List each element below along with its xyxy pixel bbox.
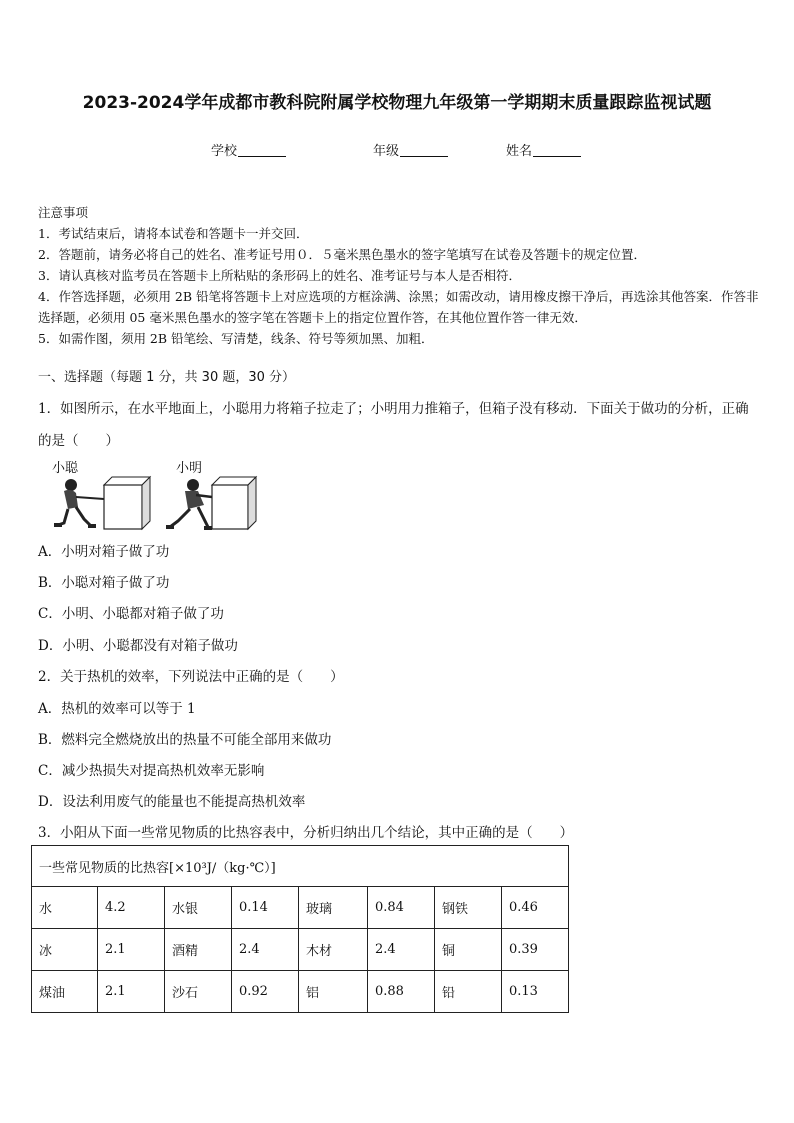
table-cell: 0.39 [502, 929, 569, 971]
note-item: 2．答题前，请务必将自己的姓名、准考证号用０．５毫米黑色墨水的签字笔填写在试卷及答题卡的规定位置． [38, 247, 646, 262]
question-3-stem: 3．小阳从下面一些常见物质的比热容表中，分析归纳出几个结论，其中正确的是（ ） [38, 825, 574, 841]
table-row [32, 887, 569, 929]
q2-option-c: C．减少热损失对提高热机效率无影响 [38, 763, 265, 779]
school-blank [238, 144, 286, 157]
table-cell: 0.92 [232, 971, 299, 1013]
table-cell: 钢铁 [435, 887, 502, 929]
table-cell: 铜 [435, 929, 502, 971]
table-cell: 2.1 [98, 929, 165, 971]
table-cell: 2.4 [232, 929, 299, 971]
table-cell: 水银 [165, 887, 232, 929]
question-1-stem: 1．如图所示，在水平地面上，小聪用力将箱子拉走了；小明用力推箱子，但箱子没有移动．下面关于做功的分析，正确的是（ ） [38, 401, 749, 449]
figure-label-xiaocong: 小聪 [52, 461, 79, 476]
grade-field [373, 140, 448, 159]
notes-heading: 注意事项 [38, 205, 89, 220]
table-row [32, 971, 569, 1013]
notes-block [38, 202, 760, 349]
grade-label: 年级 [373, 144, 400, 159]
table-cell: 酒精 [165, 929, 232, 971]
specific-heat-table [31, 845, 569, 1013]
name-label: 姓名 [506, 144, 533, 159]
note-item: 3．请认真核对监考员在答题卡上所粘贴的条形码上的姓名、准考证号与本人是否相符． [38, 268, 521, 283]
table-cell: 玻璃 [299, 887, 368, 929]
table-cell: 木材 [299, 929, 368, 971]
table-cell: 0.13 [502, 971, 569, 1013]
q1-option-d: D．小明、小聪都没有对箱子做功 [38, 638, 238, 654]
box-left-icon [104, 477, 150, 529]
table-cell: 0.14 [232, 887, 299, 929]
table-cell: 0.84 [368, 887, 435, 929]
table-cell: 煤油 [32, 971, 98, 1013]
table-cell: 水 [32, 887, 98, 929]
note-item: 4．作答选择题，必须用 2B 铅笔将答题卡上对应选项的方框涂满、涂黑；如需改动，请用橡皮擦干净后，再选涂其他答案．作答非选择题，必须用 05 毫米黑色墨水的签字笔在答题卡上的指定位置作答，在其他位置作答一律无效． [38, 289, 759, 325]
q2-option-b: B．燃料完全燃烧放出的热量不可能全部用来做功 [38, 732, 332, 748]
box-right-icon [212, 477, 256, 529]
table-cell: 沙石 [165, 971, 232, 1013]
table-row [32, 929, 569, 971]
table-cell: 铝 [299, 971, 368, 1013]
question-1-figure [38, 455, 268, 535]
q1-option-a: A．小明对箱子做了功 [38, 544, 170, 560]
table-cell: 冰 [32, 929, 98, 971]
q1-option-b: B．小聪对箱子做了功 [38, 575, 170, 591]
pushing-person-icon [166, 479, 212, 528]
name-blank [533, 144, 581, 157]
name-field [506, 140, 581, 159]
q2-option-a: A．热机的效率可以等于 1 [38, 701, 196, 717]
pulling-person-icon [54, 479, 104, 526]
table-cell: 0.88 [368, 971, 435, 1013]
grade-blank [400, 144, 448, 157]
q1-option-c: C．小明、小聪都对箱子做了功 [38, 606, 224, 622]
q2-option-d: D．设法利用废气的能量也不能提高热机效率 [38, 794, 306, 810]
figure-label-xiaoming: 小明 [176, 461, 203, 476]
section-heading: 一、选择题（每题 1 分，共 30 题，30 分） [38, 370, 296, 385]
school-label: 学校 [211, 144, 238, 159]
note-item: 5．如需作图，须用 2B 铅笔绘、写清楚，线条、符号等须加黑、加粗． [38, 331, 434, 346]
push-pull-illustration [38, 455, 268, 535]
table-cell: 2.1 [98, 971, 165, 1013]
table-cell: 4.2 [98, 887, 165, 929]
table-caption: 一些常见物质的比热容[×10³J/（kg·℃）] [32, 846, 569, 887]
table-cell: 铅 [435, 971, 502, 1013]
table-cell: 2.4 [368, 929, 435, 971]
question-2-stem: 2．关于热机的效率，下列说法中正确的是（ ） [38, 669, 344, 685]
page-title: 2023-2024学年成都市教科院附属学校物理九年级第一学期期末质量跟踪监视试题 [82, 93, 712, 113]
note-item: 1．考试结束后，请将本试卷和答题卡一并交回． [38, 226, 309, 241]
school-field [211, 140, 286, 159]
table-cell: 0.46 [502, 887, 569, 929]
